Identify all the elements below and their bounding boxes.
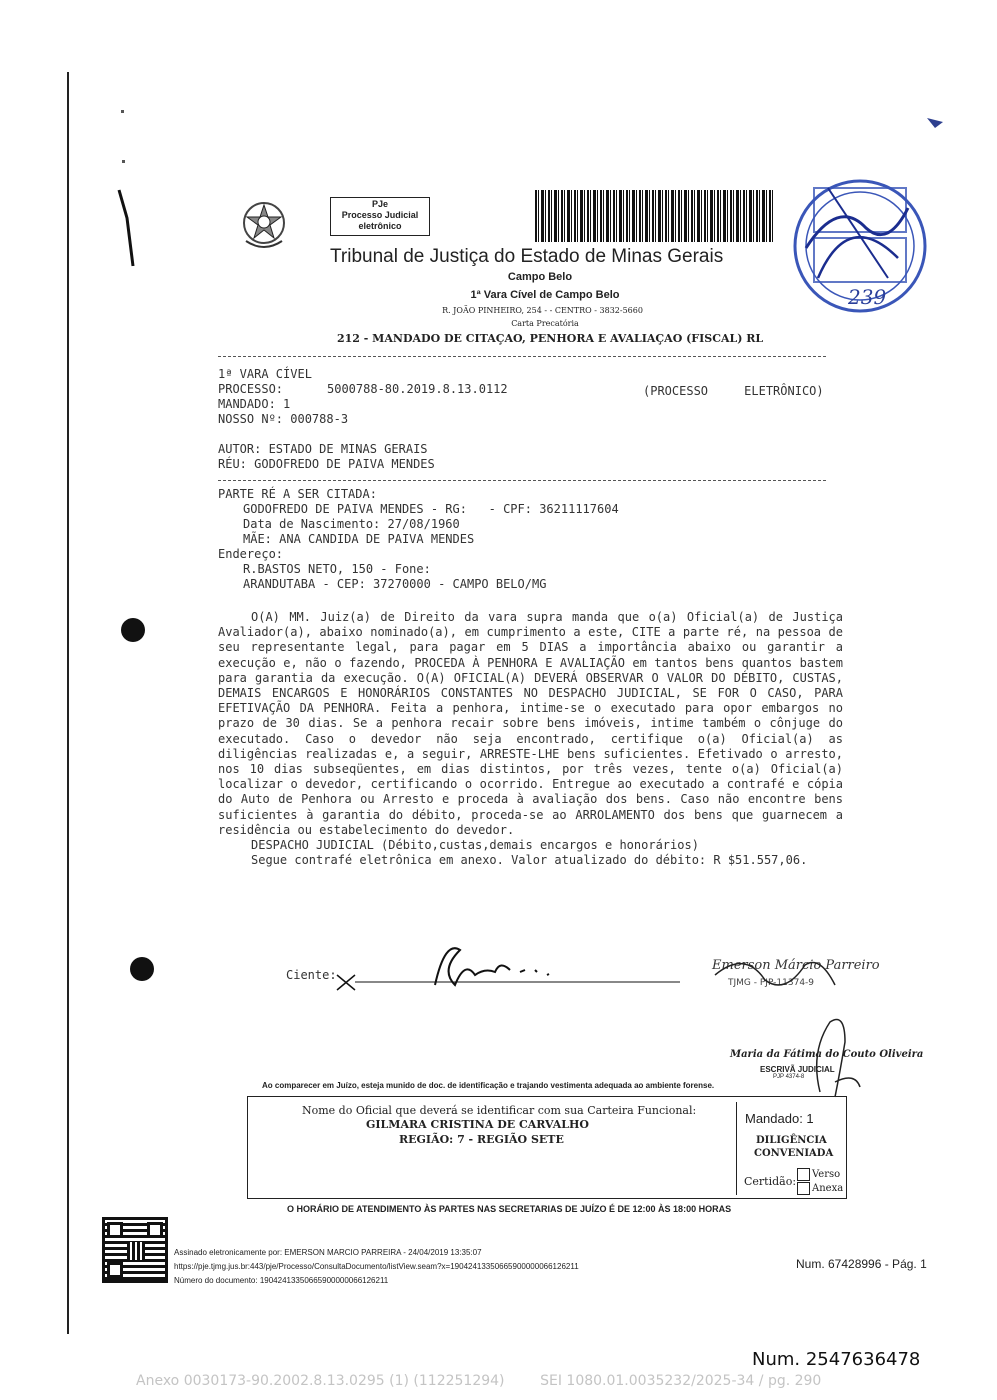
outer-annex: Anexo 0030173-90.2002.8.13.0295 (1) (112251294) SEI 1080.01.0035232/2025-34 / pg. 290 [136, 1373, 822, 1389]
scan-mark [115, 188, 139, 268]
party-mother: MÃE: ANA CANDIDA DE PAIVA MENDES [243, 532, 475, 546]
body-despacho: DESPACHO JUDICIAL (Débito,custas,demais encargos e honorários) [251, 838, 699, 853]
verso-checkbox[interactable] [797, 1168, 810, 1181]
court-seal-stamp [788, 128, 928, 350]
corner-mark [925, 116, 945, 130]
officer-box [247, 1096, 847, 1199]
anexa-checkbox[interactable] [797, 1182, 810, 1195]
officer-region: REGIÃO: 7 - REGIÃO SETE [399, 1133, 564, 1146]
separator [218, 356, 826, 357]
officer-mandado: Mandado: 1 [745, 1111, 814, 1126]
nosso-numero: NOSSO Nº: 000788-3 [218, 412, 349, 426]
ciente-signature [335, 930, 685, 1000]
footer-url[interactable]: https://pje.tjmg.jus.br:443/pje/Processo/ConsultaDocumento/listView.seam?x=19042413350665900000066126211 [174, 1262, 579, 1271]
vara: 1ª Vara Cível de Campo Belo [470, 289, 620, 301]
separator [218, 480, 826, 481]
party-birth: Data de Nascimento: 27/08/1960 [243, 517, 460, 531]
mandado-title: 212 - MANDADO DE CITAÇAO, PENHORA E AVALIAÇAO (FISCAL) RL [337, 332, 764, 345]
footer-signed: Assinado eletronicamente por: EMERSON MARCIO PARREIRA - 24/04/2019 13:35:07 [174, 1248, 482, 1257]
diligencia-line-2: CONVENIADA [754, 1148, 834, 1159]
judge-name: Emerson Márcio Parreiro [712, 958, 880, 973]
case-vara: 1ª VARA CÍVEL [218, 367, 312, 381]
stamp-number: 239 [848, 285, 887, 309]
processo-type: (PROCESSO ELETRÔNICO) [643, 384, 824, 398]
qr-code [102, 1217, 168, 1283]
left-margin-line [67, 72, 69, 1334]
outer-num: Num. 2547636478 [752, 1349, 921, 1370]
scan-dot [121, 110, 124, 113]
certidao-label: Certidão: [744, 1175, 797, 1188]
pje-line-2: Processo Judicial [341, 210, 419, 220]
body-text [218, 610, 843, 868]
anexa-label: Anexa [812, 1183, 844, 1194]
body-segue: Segue contrafé eletrônica em anexo. Valor atualizado do débito: R $51.557,06. [251, 853, 808, 868]
party-street: R.BASTOS NETO, 150 - Fone: [243, 562, 431, 576]
certidao-verso-option[interactable] [797, 1168, 840, 1181]
scan-dot [122, 160, 125, 163]
footer-num-page: Num. 67428996 - Pág. 1 [796, 1257, 927, 1271]
judge-signature [705, 945, 855, 1000]
party-heading: PARTE RÉ A SER CITADA: [218, 487, 377, 501]
officer-box-divider [736, 1102, 737, 1195]
processo-number: 5000788-80.2019.8.13.0112 [327, 382, 508, 396]
party-name: GODOFREDO DE PAIVA MENDES - RG: - CPF: 36211117604 [243, 502, 619, 516]
comarca: Campo Belo [507, 271, 573, 283]
mandado-number: MANDADO: 1 [218, 397, 291, 411]
pje-line-1: PJe [371, 199, 388, 209]
footer-doc-number: Número do documento: 19042413350665900000066126211 [174, 1276, 389, 1285]
pje-line-3: eletrônico [358, 221, 402, 231]
endereco-label: Endereço: [218, 547, 284, 561]
body-main-paragraph: O(A) MM. Juiz(a) de Direito da vara supra manda que o(a) Oficial(a) de Justiça Avaliador(a), abaixo nominado(a), em cumprimento a este, CITE a parte ré, na pessoa de seu representante legal, para pagar em 5 DIAS a importância abaixo ou garantir a execução e, não o fazendo, PROCEDA À PENHORA E AVALIAÇÃO em tantos bens quantos bastem para garantia da execução. O(A) OFICIAL(A) DEVERÁ OBSERVAR O VALOR DO DÉBITO, CUSTAS, DEMAIS ENCARGOS E HONORÁRIOS CONSTANTES NO DESPACHO JUDICIAL, SE FOR O CASO, PARA EFETIVAÇÃO DA PENHORA. Feita a penhora, intime-se o executado para opor embargos no prazo de 30 dias. Se a penhora recair sobre bens imóveis, intime também o cônjuge do executado. Caso o devedor não seja encontrado, certifique o(a) Oficial(a) as diligências realizadas e, a seguir, ARRESTE-LHE bens suficientes. Efetivado o arresto, nos 10 dias subseqüentes, em dias distintos, por três vezes, tente o(a) Oficial(a) localizar o devedor, certificando o ocorrido. Entregue ao executado a contrafé e cópia do Auto de Penhora ou Arresto e proceda à avaliação dos bens. Caso não encontre bens suficientes à garantia do débito, proceda-se ao ARROLAMENTO dos bens que guarnecem a residência ou estabelecimento do devedor. [218, 610, 843, 837]
doc-kind: Carta Precatória [511, 319, 579, 328]
court-address: R. JOÃO PINHEIRO, 254 - - CENTRO - 3832-5660 [442, 306, 643, 315]
court-title: Tribunal de Justiça do Estado de Minas Gerais [330, 246, 724, 267]
certidao-anexa-option[interactable] [797, 1182, 843, 1195]
hole-punch [121, 618, 145, 642]
party-city: ARANDUTABA - CEP: 37270000 - CAMPO BELO/MG [243, 577, 547, 591]
notice: Ao comparecer em Juízo, esteja munido de doc. de identificação e trajando vestimenta adequada ao ambiente forense. [262, 1081, 715, 1090]
diligencia-line-1: DILIGÊNCIA [756, 1135, 827, 1146]
escriva-name: Maria da Fátima do Couto Oliveira [730, 1049, 924, 1060]
escriva-registration: PJP 4374-8 [773, 1074, 805, 1080]
reu: RÉU: GODOFREDO DE PAIVA MENDES [218, 457, 435, 471]
processo-label: PROCESSO: [218, 382, 284, 396]
ciente-label: Ciente: [286, 968, 337, 982]
coat-of-arms-icon [238, 197, 290, 253]
autor: AUTOR: ESTADO DE MINAS GERAIS [218, 442, 428, 456]
verso-label: Verso [812, 1169, 841, 1180]
officer-label: Nome do Oficial que deverá se identificar com sua Carteira Funcional: [302, 1104, 697, 1117]
hole-punch [130, 957, 154, 981]
officer-name: GILMARA CRISTINA DE CARVALHO [366, 1118, 589, 1131]
pje-logo-box [330, 197, 430, 236]
escriva-title: ESCRIVÃ JUDICIAL [760, 1065, 835, 1074]
barcode [535, 190, 775, 242]
judge-registration: TJMG - PJP-11374-9 [728, 978, 815, 988]
office-hours: O HORÁRIO DE ATENDIMENTO ÀS PARTES NAS SECRETARIAS DE JUÍZO É DE 12:00 ÀS 18:00 HORAS [287, 1204, 732, 1214]
